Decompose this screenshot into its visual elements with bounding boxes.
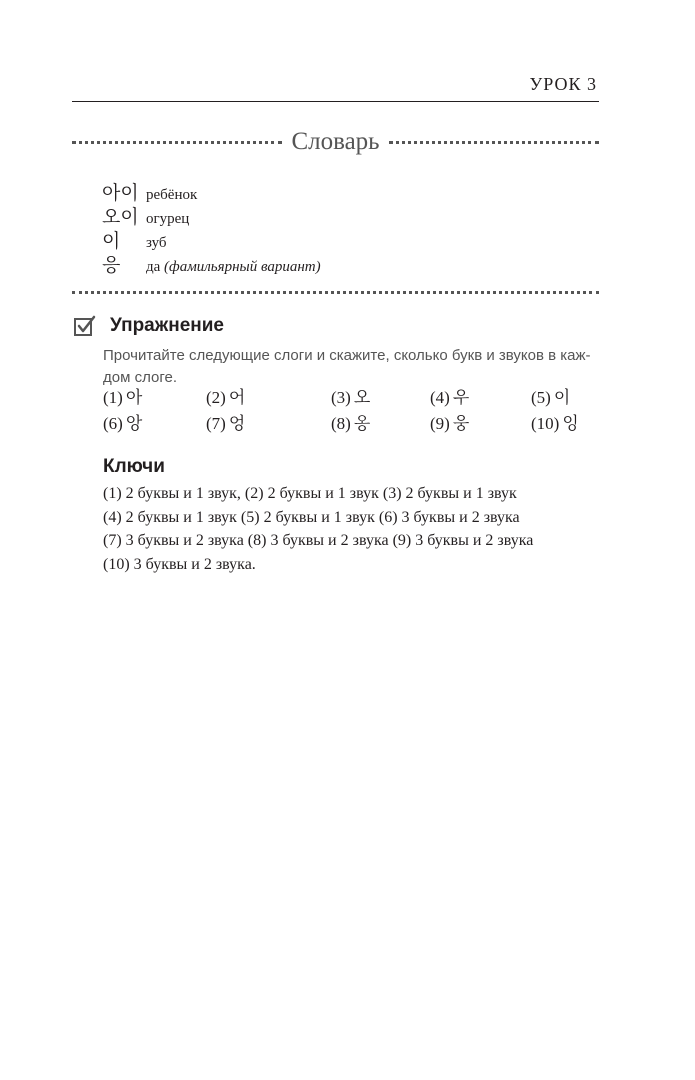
instruction-line: дом слоге. (103, 369, 177, 386)
syllable-item (103, 411, 142, 437)
syllable-item (331, 385, 370, 411)
syllable-number: (6) (103, 414, 123, 433)
syllable-number: (5) (531, 388, 551, 407)
checkbox-checked-icon (74, 315, 96, 337)
syllable-korean: 앙 (125, 414, 143, 434)
syllable-row (103, 411, 603, 437)
dictionary-title: Словарь (291, 128, 380, 155)
syllable-item (430, 385, 469, 411)
korean-word: 오이 (102, 206, 139, 228)
header-rule (72, 101, 599, 102)
syllable-korean: 어 (228, 388, 246, 408)
syllable-number: (3) (331, 388, 351, 407)
dotted-divider (389, 141, 599, 144)
syllable-korean: 잉 (562, 414, 579, 434)
vocabulary-item (102, 205, 321, 229)
translation: зуб (146, 235, 167, 251)
korean-word: 이 (102, 230, 121, 252)
syllable-number: (8) (331, 414, 351, 433)
syllable-korean: 웅 (452, 414, 470, 434)
exercise-title: Упражнение (110, 315, 224, 336)
translation-word: да (146, 259, 161, 275)
keys-title: Ключи (103, 456, 165, 477)
vocabulary-list (102, 181, 321, 277)
korean-word: 응 (102, 254, 121, 276)
syllable-korean: 엉 (228, 414, 246, 434)
syllable-number: (1) (103, 388, 123, 407)
syllable-number: (4) (430, 388, 450, 407)
vocabulary-item (102, 181, 321, 205)
answer-line: (7) 3 буквы и 2 звука (8) 3 буквы и 2 звука (9) 3 буквы и 2 звука (103, 532, 534, 549)
syllable-korean: 오 (353, 388, 371, 408)
syllable-item (206, 411, 245, 437)
korean-word: 아이 (102, 182, 139, 204)
exercise-heading (74, 315, 224, 337)
syllable-korean: 우 (452, 388, 470, 408)
syllable-korean: 아 (125, 388, 143, 408)
syllable-item (331, 411, 370, 437)
keys-answers (103, 482, 603, 576)
syllable-item (430, 411, 469, 437)
dictionary-heading (72, 128, 599, 156)
instruction-line: Прочитайте следующие слоги и скажите, сколько букв и звуков в каж- (103, 347, 591, 364)
dotted-divider (72, 141, 282, 144)
syllable-number: (9) (430, 414, 450, 433)
exercise-instruction (103, 345, 603, 389)
syllable-number: (7) (206, 414, 226, 433)
vocabulary-item (102, 253, 321, 277)
syllable-row (103, 385, 603, 411)
syllable-korean: 이 (553, 388, 571, 408)
syllable-item (206, 385, 245, 411)
syllable-item (103, 385, 142, 411)
vocabulary-item (102, 229, 321, 253)
translation-note: (фамильярный вариант) (164, 259, 321, 275)
syllable-grid (103, 385, 603, 437)
syllable-number: (2) (206, 388, 226, 407)
translation: огурец (146, 211, 190, 227)
answer-line: (4) 2 буквы и 1 звук (5) 2 буквы и 1 звук (6) 3 буквы и 2 звука (103, 508, 520, 526)
syllable-korean: 옹 (353, 414, 371, 434)
syllable-number: (10) (531, 414, 560, 433)
syllable-item (531, 385, 570, 411)
translation: ребёнок (146, 187, 198, 203)
lesson-header: УРОК 3 (529, 74, 597, 94)
answer-line: (10) 3 буквы и 2 звука. (103, 555, 256, 573)
answer-line: (1) 2 буквы и 1 звук, (2) 2 буквы и 1 звук (3) 2 буквы и 1 звук (103, 485, 517, 502)
syllable-item (531, 411, 579, 437)
dotted-divider (72, 291, 599, 294)
translation (146, 257, 321, 277)
